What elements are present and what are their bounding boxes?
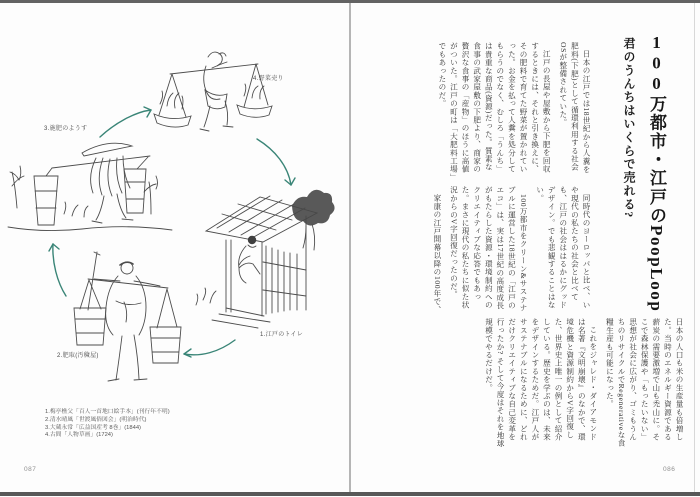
title-part: 100 [647, 33, 666, 95]
chapter-title [643, 33, 669, 312]
page-right-edge [694, 3, 695, 492]
illustration-label-fertilizing: 3.施肥のようす [44, 126, 88, 132]
body-paragraph: 日本の江戸では18世紀から人糞を肥料(下肥)として循環利用する社会OSが整備されていた。 [558, 42, 591, 174]
arrow-fertilize-to-seller [100, 110, 151, 137]
arrow-collector-to-fertilize-head [49, 244, 59, 251]
body-paragraph: 日本の人口も米の生産量も倍増した。当時のエネルギー資源である薪炭の需要激増で山も禿山に。そこで森林保護や「もったいない」思想が社会に広がり、ゴミもうんちのリサイクルでRegenerativeな食糧生産も可能になった。 [605, 318, 684, 448]
image-credit-line: 3.大蔵永常「広益国産考 8巻」(1844) [45, 424, 141, 431]
body-text-band-2 [420, 186, 592, 317]
page-left [0, 3, 349, 492]
body-paragraph: 家康の江戸開幕以降の100年で、 [432, 194, 442, 314]
cycle-arrows [49, 107, 295, 357]
image-credit-line: 4.古間「人物草画」(1724) [45, 432, 113, 439]
illustration-label-toilet: 1.江戸のトイレ [260, 332, 304, 338]
chapter-subtitle: 君のうんちはいくらで売れる? [622, 37, 636, 219]
arrow-collector-to-fertilize [53, 244, 66, 296]
arrow-seller-to-toilet [257, 139, 291, 185]
title-part: PoopLoop [647, 225, 666, 313]
arrow-toilet-to-collector [184, 340, 235, 355]
arrow-toilet-to-collector-head [184, 349, 191, 357]
image-credit-line: 1.梅亭樵父「百人一首地口絵手本」(刊行年不明) [45, 409, 170, 415]
illustration-label-vegetable-seller: 4.野菜売り [253, 76, 284, 82]
body-paragraph: 100万都市をクリーン&サステナブルに運営した18世紀の「江戸のエコ」は、実は17世紀の高度成長がもたらした資源・環境制約へのクリエイティブな応答でもあった。まさに現代の私たちに似た状況からのV字回復だったのだ。 [449, 186, 529, 313]
illustration-label-collector: 2.肥取(汚穢屋) [57, 353, 99, 359]
fertilizing-farmer-illustration [8, 143, 172, 230]
page-number-right: 086 [663, 466, 676, 473]
image-credit-line: 2.清水晴風「世渡風俗図会」(明治時代) [45, 416, 147, 423]
image-credits [45, 409, 170, 440]
arrow-fertilize-to-seller-head [144, 107, 151, 117]
vegetable-seller-illustration [154, 52, 272, 131]
page-number-left: 087 [24, 466, 37, 473]
body-text-band-1 [420, 42, 592, 179]
body-text-band-3 [475, 318, 685, 449]
edo-toilet-illustration [196, 190, 335, 328]
title-part: 万都市・江戸の [647, 94, 666, 226]
body-paragraph: 江戸の長屋や屋敷から下肥を回収するときには、それと引き換えに、その肥料で育てた野菜が置かれていった。お金を払って人糞を処分してもらうのでなく、むしろ「うんち」は貴重な商品(資源)だった。質素な食事の武家屋敷の下肥より、商家の贅沢な食事の「産物」のほうに高値がついた。江戸の町は「大肥料工場」でもあったのだ。 [437, 42, 552, 178]
body-paragraph: これをジャレド・ダイアモンドは名著『文明崩壊』のなかで、環境危機と資源制約からV字回復した、世界史上唯一の例として紹介している。歴史を学ぶのは、未来をデザインするためだ。江戸人がサステナブルになるために、どれだけクリエイティブな自己変革を行ったか? そして今度はそれを地球規模でやるだけだ。 [484, 318, 598, 448]
night-soil-collector-illustration [74, 252, 181, 381]
body-paragraph: 同時代のヨーロッパと比べ、いや現代の私たちの社会と比べても、江戸の社会ははるかにグッドデザイン。でも悲観することはない。 [535, 186, 591, 309]
